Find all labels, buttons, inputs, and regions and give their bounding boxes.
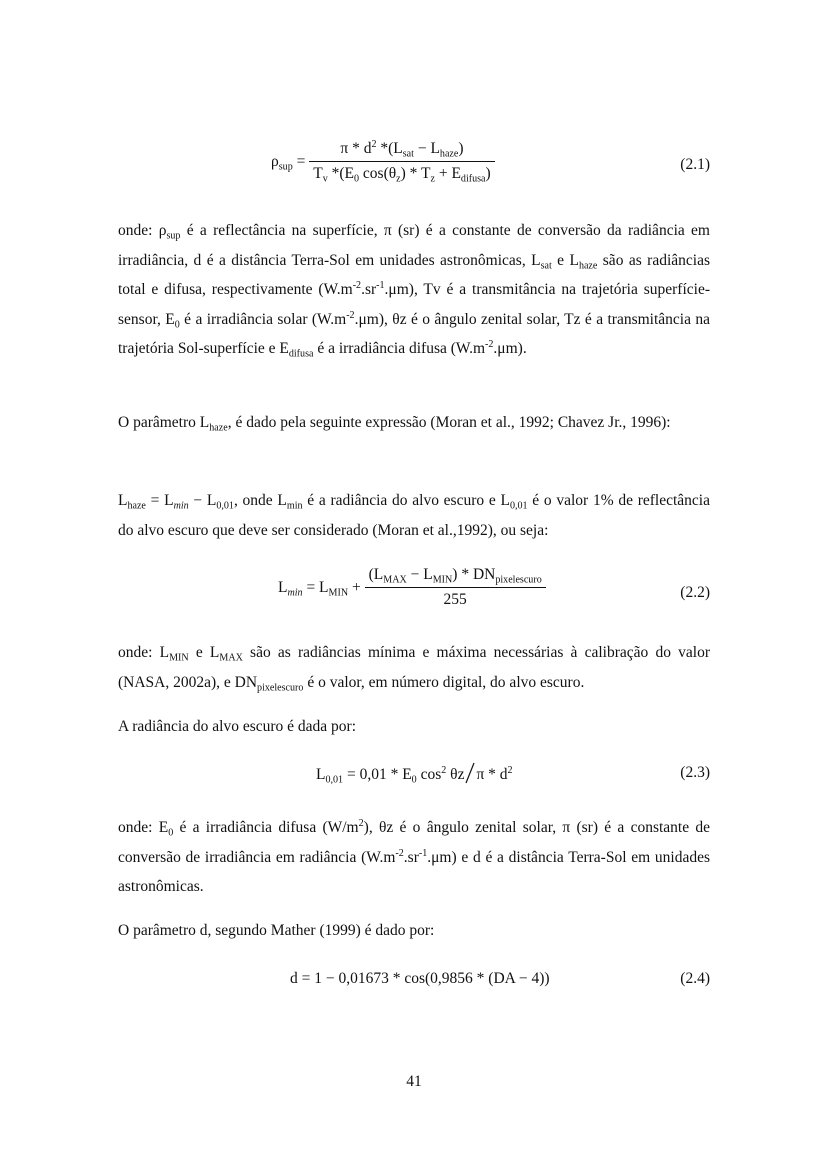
equation-2-3: $L_{0,01} = 0,01 * E_0$ $\cos^2 \theta z$ π * $d^2$ (2.3) xyxy=(316,764,710,786)
eq4-body: d = 1 − 0,01673 * cos(0,9856 * (DA − 4)) xyxy=(290,970,550,987)
paragraph-e0-definition: onde: $E_0$ é a irradiância difusa $(W/m^2)$, θz é o ângulo zenital solar, π (sr) é a constante de conversão de irradiância em radiância $(W.m^{-2}.sr^{-1}.\mu m)$ e d é a distância Terra-Sol em unidades astronômicas. xyxy=(118,817,710,895)
eq1-number: (2.1) xyxy=(680,156,710,173)
division-slash-icon xyxy=(464,762,476,784)
paragraph-rho-definition: onde: $\rho_{sup}$ é a reflectância na superfície, π (sr) é a constante de conversão da radiância em irradiância, d é a distância Terra-Sol em unidades astronômicas, $L_{sat}$ e $L_{haze}$ são as radiâncias total e difusa, respectivamente $(W.m^{-2}.sr^{-1}.\mu m)$, Tv é a transmitância na trajetória superfície-sensor, $E_0$ é a irradiância solar $(W.m^{-2}.\mu m)$, θz é o ângulo zenital solar, Tz é a transmitância na trajetória Sol-superfície e $E_{difusa}$ é a irradiância difusa $(W.m^{-2}.\mu m)$. xyxy=(118,222,711,360)
eq1-denominator: $T_v$ $*(E_0$ $\cos(\theta_z) * T_z + E_{difusa}$) xyxy=(309,161,494,183)
equation-2-4 xyxy=(118,970,710,996)
eq1-fraction xyxy=(309,140,494,183)
eq2-number: (2.2) xyxy=(680,584,710,601)
paragraph-lhaze-equation: $L_{haze} = L_{min} - L_{0,01}$, onde $L_{min}$ é a radiância do alvo escuro e $L_{0,01}$ é o valor 1% de reflectância do alvo escuro que deve ser considerado (Moran et al.,1992), ou seja: xyxy=(118,492,710,539)
paragraph-lmin-lmax: onde: $L_{MIN}$ e $L_{MAX}$ são as radiâncias mínima e máxima necessárias à calibração do valor (NASA, 2002a), e $DN_{pixelescuro}$ é o valor, em número digital, do alvo escuro. xyxy=(118,644,710,694)
eq2-lhs: $L_{min} = L_{MIN}$ + xyxy=(278,578,361,599)
paragraph-d-parameter: O parâmetro d, segundo Mather (1999) é dado por: xyxy=(118,922,435,939)
eq3-number: (2.3) xyxy=(680,764,710,781)
inline-equation-lhaze: $L_{haze} = L_{min} - L_{0,01}$ xyxy=(118,492,234,512)
eq4-number: (2.4) xyxy=(680,970,710,987)
paragraph-dark-target-radiance: A radiância do alvo escuro é dada por: xyxy=(118,718,357,735)
equation-2-1 xyxy=(118,140,710,196)
paragraph-lhaze-intro: O parâmetro $L_{haze}$, é dado pela seguinte expressão (Moran et al., 1992; Chavez Jr., 1996): xyxy=(118,414,671,434)
eq2-numerator: $(L_{MAX} - L_{MIN}) * DN_{pixelescuro}$ xyxy=(368,566,542,586)
eq1-lhs: $\rho_{sup}$ = xyxy=(271,152,306,173)
eq2-denominator: 255 xyxy=(365,587,546,609)
equation-2-2 xyxy=(118,566,710,622)
eq2-fraction xyxy=(365,566,546,609)
page-number: 41 xyxy=(406,1073,422,1090)
eq1-numerator: π * $d^2$ $*(L_{sat} - L_{haze})$ xyxy=(340,138,464,160)
